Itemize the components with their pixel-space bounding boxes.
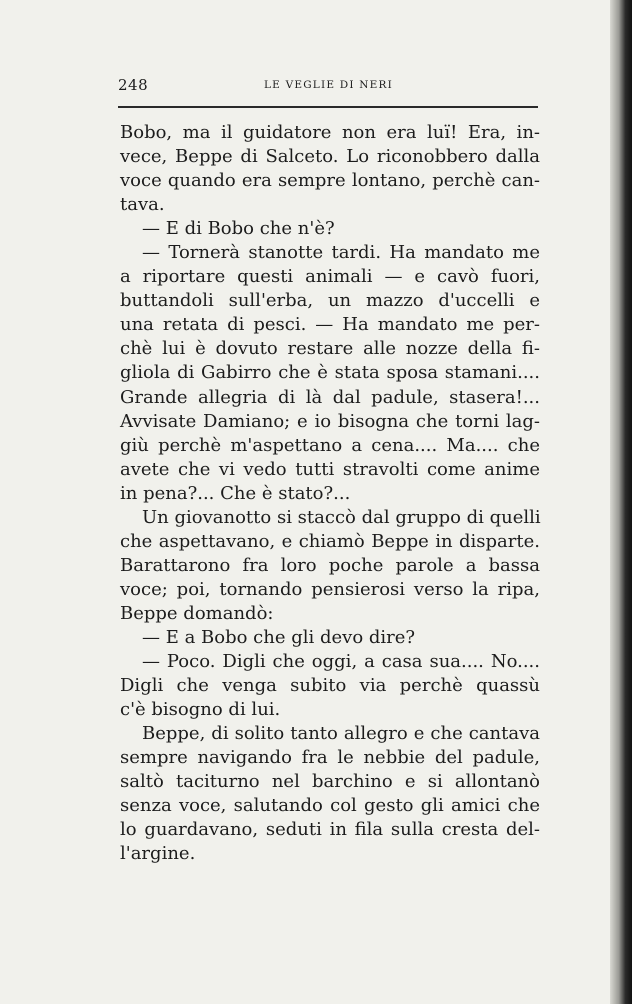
text-line: Avvisate Damiano; e io bisogna che torni lag-	[120, 410, 540, 432]
text-line: lo guardavano, seduti in fila sulla cresta del-	[120, 819, 540, 841]
body-text	[120, 121, 540, 866]
text-line: a riportare questi animali — e cavò fuori,	[120, 266, 540, 288]
text-line: in pena?... Che è stato?...	[120, 482, 351, 504]
text-line: sempre navigando fra le nebbie del padule,	[120, 747, 540, 769]
text-line: giù perchè m'aspettano a cena.... Ma.... che	[120, 434, 540, 456]
text-line: saltò taciturno nel barchino e si allontanò	[120, 771, 540, 793]
page-number: 248	[118, 76, 149, 94]
text-line: voce; poi, tornando pensierosi verso la ripa,	[120, 578, 540, 600]
text-line: una retata di pesci. — Ha mandato me per-	[120, 314, 540, 336]
text-line: — E a Bobo che gli devo dire?	[142, 626, 416, 648]
text-line: avete che vi vedo tutti stravolti come anime	[120, 458, 540, 480]
text-line: voce quando era sempre lontano, perchè can-	[120, 170, 540, 192]
text-line: Barattarono fra loro poche parole a bassa	[120, 554, 540, 576]
text-line: gliola di Gabirro che è stata sposa stamani....	[120, 362, 540, 384]
running-title: LE VEGLIE DI NERI	[264, 79, 393, 91]
text-line: chè lui è dovuto restare alle nozze della fi-	[120, 338, 540, 360]
text-line: vece, Beppe di Salceto. Lo riconobbero dalla	[120, 146, 540, 168]
page-edge-shadow	[610, 0, 632, 1004]
text-line: l'argine.	[120, 843, 196, 865]
text-line: Beppe domandò:	[120, 602, 274, 624]
page-header	[118, 76, 538, 96]
text-line: Un giovanotto si staccò dal gruppo di quelli	[142, 506, 541, 528]
text-line: — Tornerà stanotte tardi. Ha mandato me	[142, 242, 540, 264]
header-rule	[118, 106, 538, 108]
text-line: buttandoli sull'erba, un mazzo d'uccelli e	[120, 290, 540, 312]
text-line: tava.	[120, 194, 165, 216]
text-line: Digli che venga subito via perchè quassù	[120, 675, 540, 697]
text-line: c'è bisogno di lui.	[120, 699, 281, 721]
text-line: Grande allegria di là dal padule, stasera!...	[120, 386, 540, 408]
text-line: — E di Bobo che n'è?	[142, 218, 335, 240]
text-line: Bobo, ma il guidatore non era luï! Era, in-	[120, 122, 540, 143]
text-line: — Poco. Digli che oggi, a casa sua.... No....	[142, 651, 540, 673]
text-line: che aspettavano, e chiamò Beppe in disparte.	[120, 530, 540, 552]
text-line: Beppe, di solito tanto allegro e che cantava	[142, 723, 540, 745]
text-line: senza voce, salutando col gesto gli amici che	[120, 795, 540, 817]
